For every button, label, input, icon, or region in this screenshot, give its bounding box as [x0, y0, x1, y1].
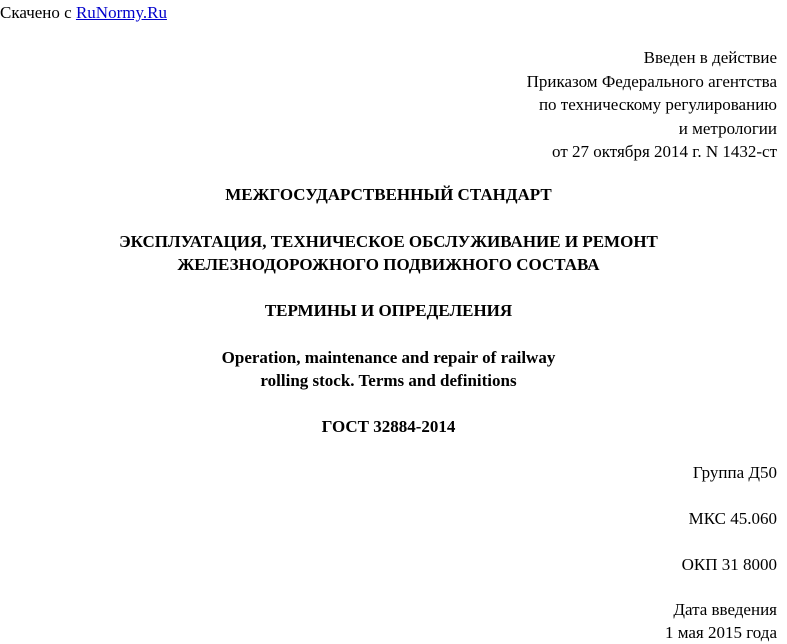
introduction-date-block	[665, 598, 777, 644]
group-code: Группа Д50	[692, 463, 777, 482]
approval-block	[527, 46, 777, 164]
introduction-label: Дата введения	[673, 600, 777, 619]
english-title	[0, 346, 777, 392]
okp-code: ОКП 31 8000	[681, 555, 777, 574]
document-title-line: ЖЕЛЕЗНОДОРОЖНОГО ПОДВИЖНОГО СОСТАВА	[177, 255, 600, 274]
document-subtitle: ТЕРМИНЫ И ОПРЕДЕЛЕНИЯ	[264, 301, 513, 320]
document-title	[0, 230, 777, 276]
approval-line: и метрологии	[678, 118, 777, 138]
approval-line: Приказом Федерального агентства	[526, 71, 777, 91]
approval-line: от 27 октября 2014 г. N 1432-ст	[552, 142, 777, 161]
english-title-line: rolling stock. Terms and definitions	[260, 371, 517, 390]
document-title-line: ЭКСПЛУАТАЦИЯ, ТЕХНИЧЕСКОЕ ОБСЛУЖИВАНИЕ И РЕМОНТ	[119, 232, 658, 251]
approval-line: Введен в действие	[643, 48, 777, 67]
english-title-line: Operation, maintenance and repair of railway	[221, 348, 556, 367]
mks-code: МКС 45.060	[688, 509, 777, 528]
source-line	[0, 2, 167, 24]
source-prefix: Скачено с	[0, 3, 76, 22]
source-link[interactable]: RuNormy.Ru	[75, 3, 167, 22]
introduction-date: 1 мая 2015 года	[664, 623, 777, 642]
standard-type-heading: МЕЖГОСУДАРСТВЕННЫЙ СТАНДАРТ	[225, 185, 552, 204]
gost-number: ГОСТ 32884-2014	[321, 417, 456, 436]
approval-line: по техническому регулированию	[538, 95, 777, 114]
